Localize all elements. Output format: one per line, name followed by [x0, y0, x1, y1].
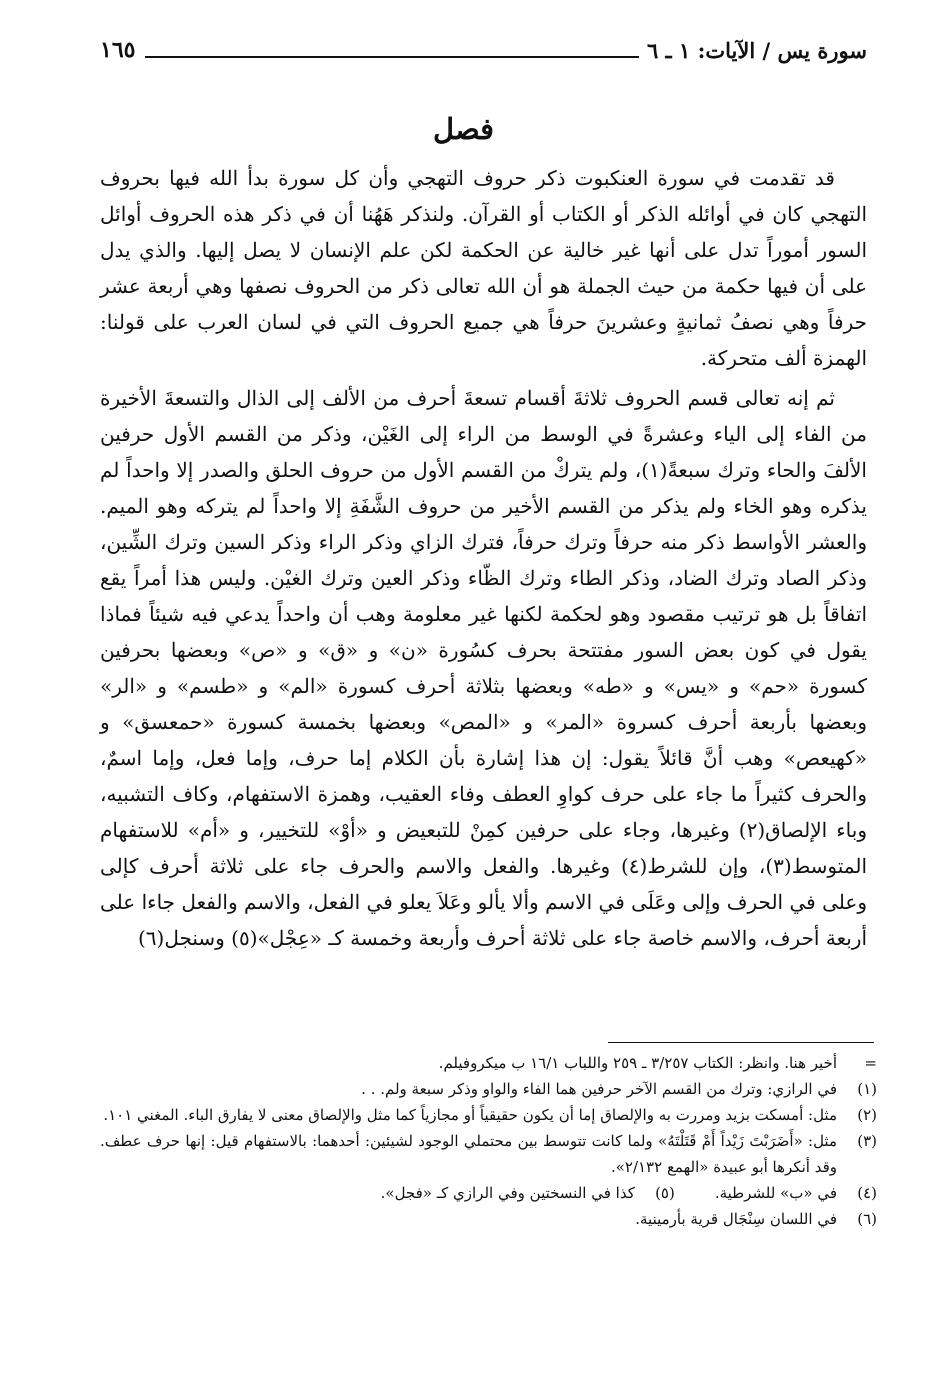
footnote-text: مثل: أمسكت بزيد ومررت به والإلصاق إما أن يكون حقيقياً أو مجازياً كما مثل والإلصاق معنى لا يفارق الباء. المغني ١٠١.: [103, 1106, 837, 1124]
footnote: [381, 1180, 675, 1206]
footnote: [100, 1076, 877, 1102]
paragraph: قد تقدمت في سورة العنكبوت ذكر حروف التهجي وأن كل سورة بدأ الله فيها بحروف التهجي كان في أوائله الذكر أو الكتاب أو القرآن. ولنذكر هَهُنا أن في ذكر هذه الحروف أوائل السور أموراً تدل على أنها غير خالية عن الحكمة لكن علم الإنسان لا يصل إليها. والذي يدل على أن فيها حكمة من حيث الجملة هو أن الله تعالى ذكر من الحروف نصفها وهي أربعة عشر حرفاً وهي نصفُ ثمانيةٍ وعشرينَ حرفاً هي جميع الحروف التي في لسان العرب على قولنا: الهمزة ألف متحركة.: [100, 166, 867, 370]
footnotes: [100, 1050, 877, 1232]
section-title: فصل: [433, 112, 494, 146]
footnote-text: في اللسان سِنْجَال قرية بأرمينية.: [635, 1210, 837, 1228]
header-title: سورة يس / الآيات: ١ ـ ٦: [646, 37, 867, 63]
footnote-text: مثل: «أَضَرَبْتَ زَيْداً أَمْ قَتَلْتَهُ» ولما كانت تتوسط بين محتملي الوجود لشيئين: أحدهما: بالاستفهام قيل: إنها حرف عطف. وقد أنكرها أبو عبيدة «الهمع ٢/١٣٢».: [100, 1132, 837, 1176]
footnote-number: =: [864, 1054, 877, 1072]
footnote: [100, 1050, 877, 1076]
footnote-number: (٤): [857, 1184, 877, 1202]
paragraph: ثم إنه تعالى قسم الحروف ثلاثةَ أقسام تسعةَ أحرف من الألف إلى الذال والتسعةَ الأخيرة من الفاء إلى الياء وعشرةً في الوسط من الراء إلى الغَيْن، وذكر من القسم الأول حرفين الألفَ والحاء وترك سبعةً(١)، ولم يتركْ من القسم الأول من حروف الحلق والصدر إلا واحداً لم يذكره وهو الخاء ولم يذكر من القسم الأخير من حروف الشَّفَةِ إلا واحداً لم يتركه وهو الميم. والعشر الأواسط ذكر منه حرفاً وترك حرفاً، فترك الزاي وذكر الراء وذكر السين وترك الشِّين، وذكر الصاد وترك الضاد، وذكر الطاء وترك الظّاء وذكر العين وترك الغيْن. وليس هذا أمراً يقع اتفاقاً بل هو ترتيب مقصود وهو لحكمة لكنها غير معلومة وهب أن واحداً يدعي فيه شيئاً فماذا يقول في كون بعض السور مفتتحة بحرف كسُورة «ن» و «ق» و «ص» وبعضها بحرفين كسورة «حم» و «يس» و «طه» وبعضها بثلاثة أحرف كسورة «الم» و «طسم» و «الر» وبعضها بأربعة أحرف كسروة «المر» و «المص» وبعضها بخمسة كسورة «حمعسق» و «كهيعص» وهب أنَّ قائلاً يقول: إن هذا إشارة بأن الكلام إما حرف، وإما فعل، وإما اسمٌ، والحرف كثيراً ما جاء على حرف كواوِ العطف وفاء العقيب، وهمزة الاستفهام، وكاف التشبيه، وباء الإلصاق(٢) وغيرها، وجاء على حرفين كمِنْ للتبعيض و «أوْ» للتخيير، و «أم» للاستفهام المتوسط(٣)، وإن للشرط(٤) وغيرها. والفعل والاسم والحرف جاء على ثلاثة أحرف كإلى وعلى في الحرف وإلى وعَلَى في الاسم وألا يألو وعَلاَ يعلو في الفعل، والاسم والفعل جاءا على أربعة أحرف، والاسم خاصة جاء على ثلاثة أحرف وأربعة وخمسة كـ «عِجْل»(٥) وسنجل(٦): [100, 386, 868, 950]
main-text: [100, 160, 867, 960]
footnote-number: (٥): [655, 1184, 675, 1202]
footnote-rule: [608, 1042, 874, 1043]
footnote-text: في الرازي: وترك من القسم الآخر حرفين هما الفاء والواو وذكر سبعة ولم. . .: [361, 1080, 837, 1098]
footnote-number: (٢): [857, 1106, 877, 1124]
footnote: [100, 1128, 877, 1180]
footnote-pair: [100, 1180, 877, 1206]
footnote: [100, 1102, 877, 1128]
header-rule: [145, 56, 639, 58]
footnote-text: أخير هنا. وانظر: الكتاب ٣/٢٥٧ ـ ٢٥٩ واللباب ١٦/١ ب ميكروفيلم.: [438, 1054, 837, 1072]
footnote-number: (٦): [857, 1210, 877, 1228]
footnote: [715, 1180, 877, 1206]
page-number: ١٦٥: [100, 37, 136, 63]
footnote-text: كذا في النسختين وفي الرازي كـ «فجل».: [380, 1184, 635, 1202]
footnote-number: (١): [857, 1080, 877, 1098]
running-header: [100, 30, 867, 70]
footnote: [100, 1206, 877, 1232]
footnote-number: (٣): [857, 1132, 877, 1150]
footnote-text: في «ب» للشرطية.: [714, 1184, 837, 1202]
